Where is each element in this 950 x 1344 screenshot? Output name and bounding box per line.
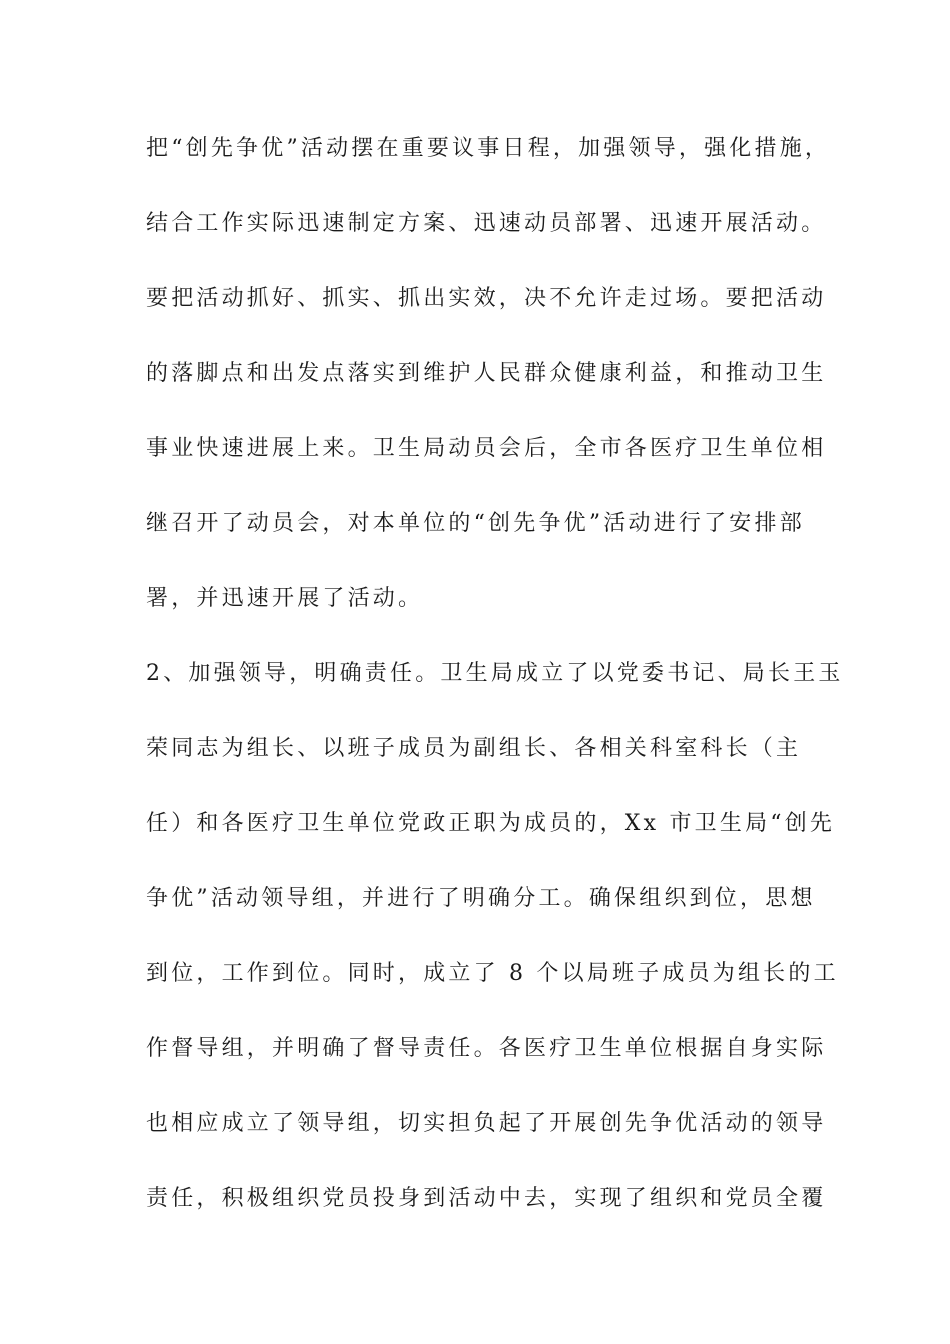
text-line: 争优”活动领导组，并进行了明确分工。确保组织到位，思想 [146,886,816,911]
text-line: 作督导组，并明确了督导责任。各医疗卫生单位根据自身实际 [146,1036,827,1061]
text-line: 责任，积极组织党员投身到活动中去，实现了组织和党员全覆 [146,1186,827,1211]
text-line: 荣同志为组长、以班子成员为副组长、各相关科室科长（主 [146,736,802,761]
text-line: 要把活动抓好、抓实、抓出实效，决不允许走过场。要把活动 [146,286,827,311]
text-line: 2、加强领导，明确责任。卫生局成立了以党委书记、局长王玉 [146,661,844,686]
text-line: 结合工作实际迅速制定方案、迅速动员部署、迅速开展活动。 [146,211,827,236]
text-line: 也相应成立了领导组，切实担负起了开展创先争优活动的领导 [146,1111,827,1136]
text-line: 把“创先争优”活动摆在重要议事日程，加强领导，强化措施， [146,136,831,161]
text-line: 到位，工作到位。同时，成立了 8 个以局班子成员为组长的工 [146,961,839,986]
text-line: 事业快速进展上来。卫生局动员会后，全市各医疗卫生单位相 [146,436,827,461]
text-line: 任）和各医疗卫生单位党政正职为成员的，Xx 市卫生局“创先 [146,811,836,836]
text-line: 继召开了动员会，对本单位的“创先争优”活动进行了安排部 [146,511,805,536]
text-line: 署，并迅速开展了活动。 [146,586,424,611]
text-line: 的落脚点和出发点落实到维护人民群众健康利益，和推动卫生 [146,361,827,386]
